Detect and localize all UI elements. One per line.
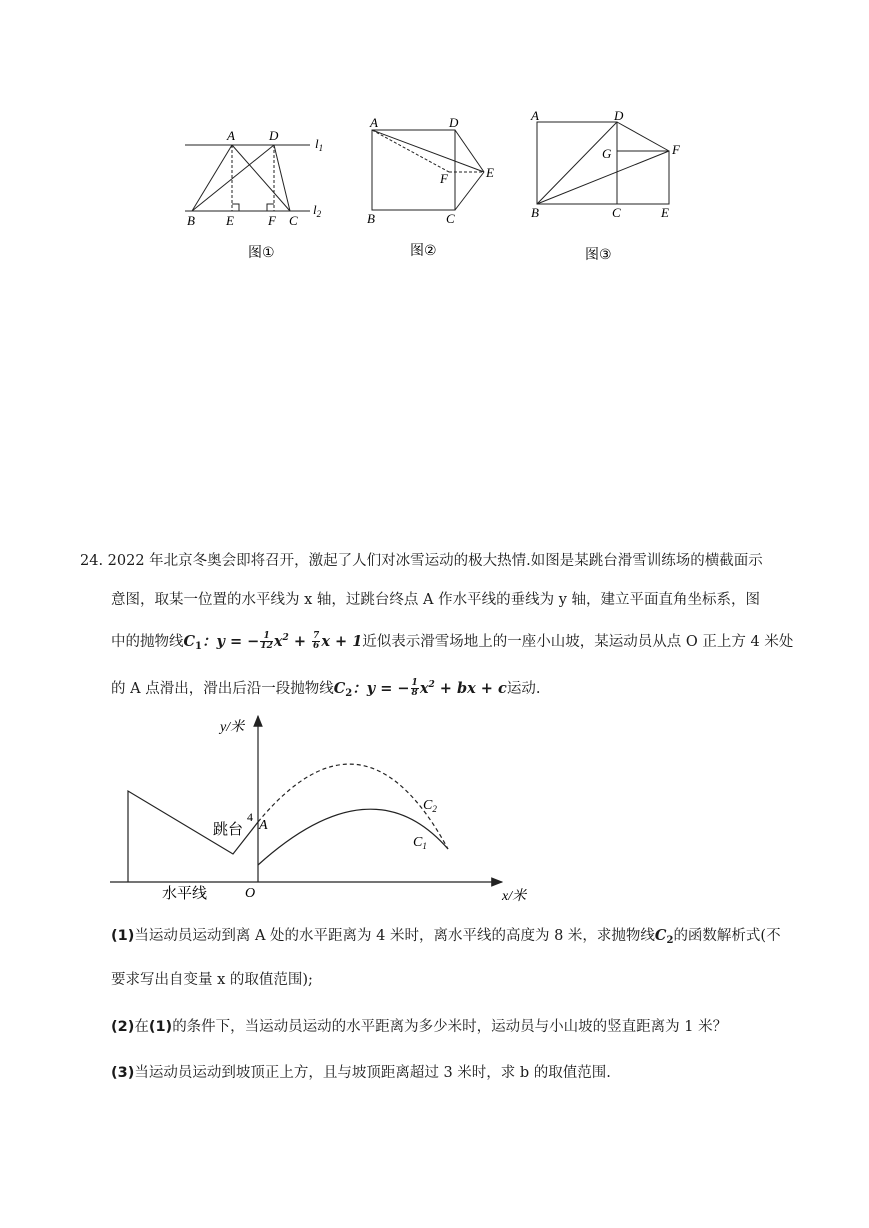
question-2-text-b: 的条件下，当运动员运动的水平距离为多少米时，运动员与小山坡的竖直距离为 1 米？ — [172, 1019, 728, 1035]
question-2-ref: (1) — [148, 1019, 173, 1035]
square-ABCD — [372, 130, 455, 210]
question-2-number: (2) — [111, 1019, 135, 1035]
label-E: E — [486, 165, 494, 180]
line4-prefix: 的 A 点滑出，滑出后沿一段抛物线 — [111, 680, 334, 697]
label-D: D — [449, 115, 459, 130]
point-A-label: A — [259, 818, 268, 833]
question-3 — [111, 1063, 831, 1083]
question-1-c2: $C_2$ — [654, 927, 674, 946]
intro-line-1: 2022 年北京冬奥会即将召开，激起了人们对冰雪运动的极大热情.如图是某跳台滑雪训练场的横截面示 — [107, 553, 763, 569]
jump-platform-label: 跳台 — [213, 820, 244, 838]
figure-2-caption: 图② — [410, 243, 437, 259]
label-F: F — [440, 171, 448, 186]
c2-label: $C_2$ — [423, 798, 437, 814]
line3-prefix: 中的抛物线 — [111, 633, 184, 650]
right-angle-F — [267, 204, 274, 211]
figure-1 — [175, 115, 345, 265]
label-A: A — [227, 128, 235, 143]
label-B: B — [187, 213, 195, 228]
tick-4-label: 4 — [247, 810, 253, 824]
ski-jump-diagram — [100, 712, 550, 907]
problem-24-line-4 — [111, 675, 831, 704]
question-1-text: 当运动员运动到离 A 处的水平距离为 4 米时，离水平线的高度为 8 米，求抛物线 — [134, 928, 655, 944]
figure-1-caption: 图① — [248, 245, 275, 261]
label-A: A — [370, 115, 378, 130]
label-G: G — [602, 146, 612, 161]
line4-suffix: 运动. — [506, 680, 541, 697]
question-3-text: 当运动员运动到坡顶正上方，且与坡顶距离超过 3 米时，求 b 的取值范围. — [134, 1065, 611, 1081]
label-C: C — [446, 211, 455, 226]
label-F: F — [672, 142, 680, 157]
segment-BD — [537, 122, 617, 204]
problem-24-line-1 — [80, 551, 800, 571]
question-1-text-2: 要求写出自变量 x 的取值范围); — [111, 972, 313, 988]
question-1-text-end: 的函数解析式(不 — [673, 928, 781, 944]
right-angle-E — [232, 204, 239, 211]
c1-label: $C_1$ — [413, 835, 427, 851]
label-l1: $l_1$ — [315, 136, 324, 153]
segment-AF-dashed — [372, 130, 449, 172]
c2-equation: $C_2$：y = − $\frac{1}{8}$ $x^2$ + bx + c — [333, 678, 507, 699]
segment-AB — [192, 145, 232, 211]
problem-number: 24. — [80, 553, 104, 569]
segment-AE — [372, 130, 484, 172]
question-3-number: (3) — [111, 1065, 135, 1081]
horizon-label: 水平线 — [162, 884, 208, 902]
figure-3-caption: 图③ — [585, 247, 612, 263]
label-l2: $l_2$ — [313, 202, 322, 219]
line3-suffix: 近似表示滑雪场地上的一座小山坡，某运动员从点 O 正上方 4 米处 — [362, 633, 794, 650]
label-B: B — [531, 205, 539, 220]
c1-equation: $C_1$：y = − $\frac{1}{12}$ $x^2$ + $\frac{7}{6}$ x + 1 — [183, 631, 363, 652]
segment-DF — [617, 122, 669, 151]
segment-DC — [274, 145, 290, 211]
label-C: C — [612, 205, 621, 220]
square-CEFG — [617, 151, 669, 204]
figure-2 — [360, 110, 510, 260]
segment-DB — [192, 145, 274, 211]
question-2 — [111, 1017, 831, 1037]
problem-24-line-3 — [111, 628, 831, 657]
label-A: A — [531, 108, 539, 123]
x-axis-label: x/米 — [502, 889, 527, 904]
question-1-line-1 — [111, 926, 831, 951]
label-E: E — [661, 205, 669, 220]
segment-DE — [455, 130, 484, 172]
figure-3 — [525, 105, 700, 265]
label-D: D — [269, 128, 279, 143]
question-1-line-2 — [111, 970, 831, 990]
label-D: D — [614, 108, 624, 123]
question-2-text-a: 在 — [134, 1019, 149, 1035]
label-F: F — [268, 213, 276, 228]
intro-line-2: 意图，取某一位置的水平线为 x 轴，过跳台终点 A 作水平线的垂线为 y 轴，建立平面直角坐标系，图 — [111, 592, 760, 608]
label-C: C — [289, 213, 298, 228]
label-E: E — [226, 213, 234, 228]
question-1-number: (1) — [111, 928, 135, 944]
segment-CE — [455, 172, 484, 210]
label-B: B — [367, 211, 375, 226]
problem-24-line-2 — [111, 590, 831, 610]
origin-label: O — [245, 886, 256, 901]
y-axis-label: y/米 — [220, 720, 245, 735]
